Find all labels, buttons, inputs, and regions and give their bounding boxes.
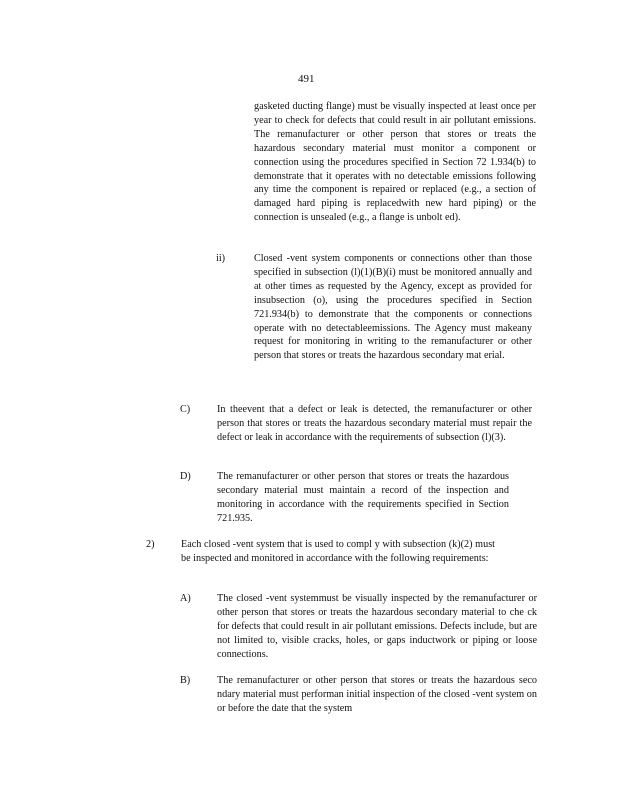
continuation-paragraph: gasketed ducting flange) must be visually inspected at least once per year to check for defects that could result in air pollutant emissions. The remanufacturer or other person that stores or treats the hazardous secondary material must monitor a component or connection using the procedures specified in Section 72 1.934(b) to demonstrate that it operates with no detectable emissions following any time the component is repaired or replaced (e.g., a section of damaged hard piping is replacedwith new hard piping) or the connection is unsealed (e.g., a flange is unbolt ed). — [254, 101, 536, 224]
item-text-c: In theevent that a defect or leak is detected, the remanufacturer or other person that stores or treats the hazardous secondary material must repair the defect or leak in accordance with the requirements of subsection (l)(3). — [217, 404, 532, 443]
item-marker-ii: ii) — [216, 253, 226, 264]
item-marker-b: B) — [180, 675, 191, 686]
item-marker-2: 2) — [146, 539, 155, 550]
page-number: 491 — [298, 73, 315, 85]
item-text-a: The closed -vent systemmust be visually inspected by the remanufacturer or other person that stores or treats the hazardous secondary material to che ck for defects that could result in air pollutant emissions. Defects include, but are not limited to, visible cracks, holes, or gaps inductwork or piping or loose connections. — [217, 593, 537, 660]
item-text-d: The remanufacturer or other person that stores or treats the hazardous secondary material must maintain a record of the inspection and monitoring in accordance with the requirements specified in Section 721.935. — [217, 471, 509, 524]
item-text-b: The remanufacturer or other person that stores or treats the hazardous seco ndary material must performan initial inspection of the closed -vent system on or before the date that the system — [217, 675, 537, 714]
item-marker-c: C) — [180, 404, 191, 415]
item-marker-d: D) — [180, 471, 191, 482]
item-marker-a: A) — [180, 593, 191, 604]
item-text-2: Each closed -vent system that is used to compl y with subsection (k)(2) must be inspected and monitored in accordance with the following requirements: — [181, 539, 495, 564]
item-text-ii: Closed -vent system components or connections other than those specified in subsection (l)(1)(B)(i) must be monitored annually and at other times as requested by the Agency, except as provided for insubsection (o), using the procedures specified in Section 721.934(b) to demonstrate that the components or connections operate with no detectableemissions. The Agency must makeany request for monitoring in writing to the remanufacturer or other person that stores or treats the hazardous secondary mat erial. — [254, 253, 532, 362]
